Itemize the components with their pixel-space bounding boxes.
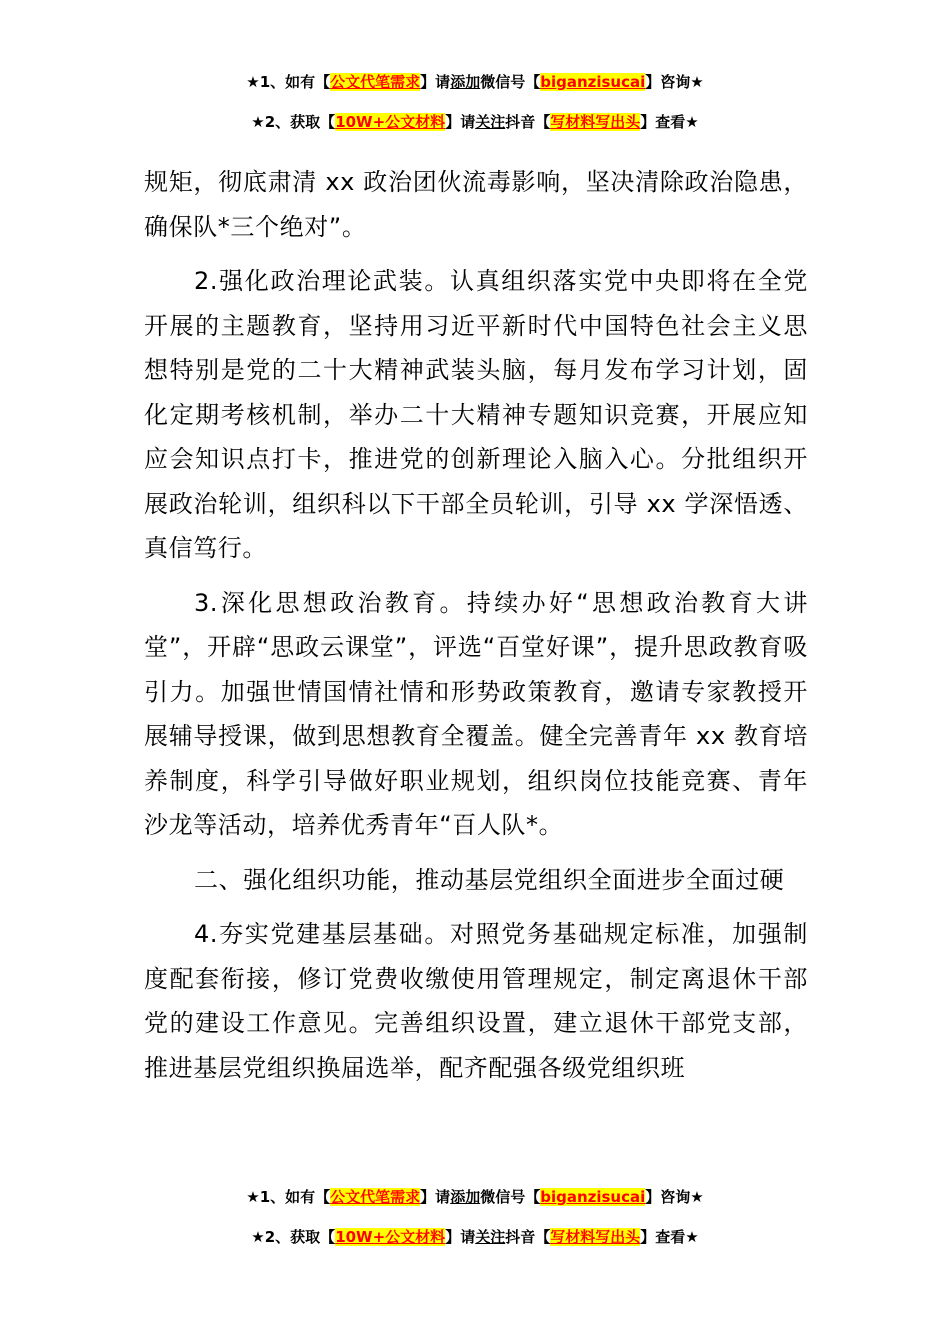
underlined-text: 关注 [475, 113, 506, 131]
highlight-text: 公文代笔需求 [330, 1188, 421, 1206]
underlined-text: 关注 [475, 1228, 506, 1246]
banner-line-1: ★1、如有【公文代笔需求】请添加微信号【biganzisucai】咨询★ [246, 1188, 704, 1206]
section-heading: 二、强化组织功能，推动基层党组织全面进步全面过硬 [194, 865, 785, 894]
wechat-id: biganzisucai [540, 1188, 646, 1206]
highlight-text: 10W+公文材料 [335, 1228, 446, 1246]
header-banner [0, 70, 950, 150]
footer-banner [0, 1185, 950, 1265]
douyin-account: 写材料写出头 [550, 113, 641, 131]
paragraph: 3.深化思想政治教育。持续办好“思想政治教育大讲堂”，开辟“思政云课堂”，评选“百堂好课”，提升思政教育吸引力。加强世情国情社情和形势政策教育，邀请专家教授开展辅导授课，做到思想教育全覆盖。健全完善青年 xx 教育培养制度，科学引导做好职业规划，组织岗位技能竞赛、青年沙龙等活动，培养优秀青年“百人队*。 [144, 588, 808, 839]
highlight-text: 公文代笔需求 [330, 73, 421, 91]
highlight-text: 10W+公文材料 [335, 113, 446, 131]
paragraph: 规矩，彻底肃清 xx 政治团伙流毒影响，坚决清除政治隐患，确保队*三个绝对”。 [144, 168, 808, 241]
douyin-account: 写材料写出头 [550, 1228, 641, 1246]
banner-line-2: ★2、获取【10W+公文材料】请关注抖音【写材料写出头】查看★ [251, 1228, 699, 1246]
wechat-id: biganzisucai [540, 73, 646, 91]
underlined-text: 添加 [450, 1188, 481, 1206]
paragraph: 2.强化政治理论武装。认真组织落实党中央即将在全党开展的主题教育，坚持用习近平新时代中国特色社会主义思想特别是党的二十大精神武装头脑，每月发布学习计划，固化定期考核机制，举办二十大精神专题知识竞赛，开展应知应会知识点打卡，推进党的创新理论入脑入心。分批组织开展政治轮训，组织科以下干部全员轮训，引导 xx 学深悟透、真信笃行。 [144, 267, 808, 562]
document-body [144, 160, 808, 1100]
underlined-text: 添加 [450, 73, 481, 91]
paragraph: 4.夯实党建基层基础。对照党务基础规定标准，加强制度配套衔接，修订党费收缴使用管理规定，制定离退休干部党的建设工作意见。完善组织设置，建立退休干部党支部，推进基层党组织换届选举，配齐配强各级党组织班 [144, 920, 808, 1082]
banner-line-1: ★1、如有【公文代笔需求】请添加微信号【biganzisucai】咨询★ [246, 73, 704, 91]
banner-line-2: ★2、获取【10W+公文材料】请关注抖音【写材料写出头】查看★ [251, 113, 699, 131]
